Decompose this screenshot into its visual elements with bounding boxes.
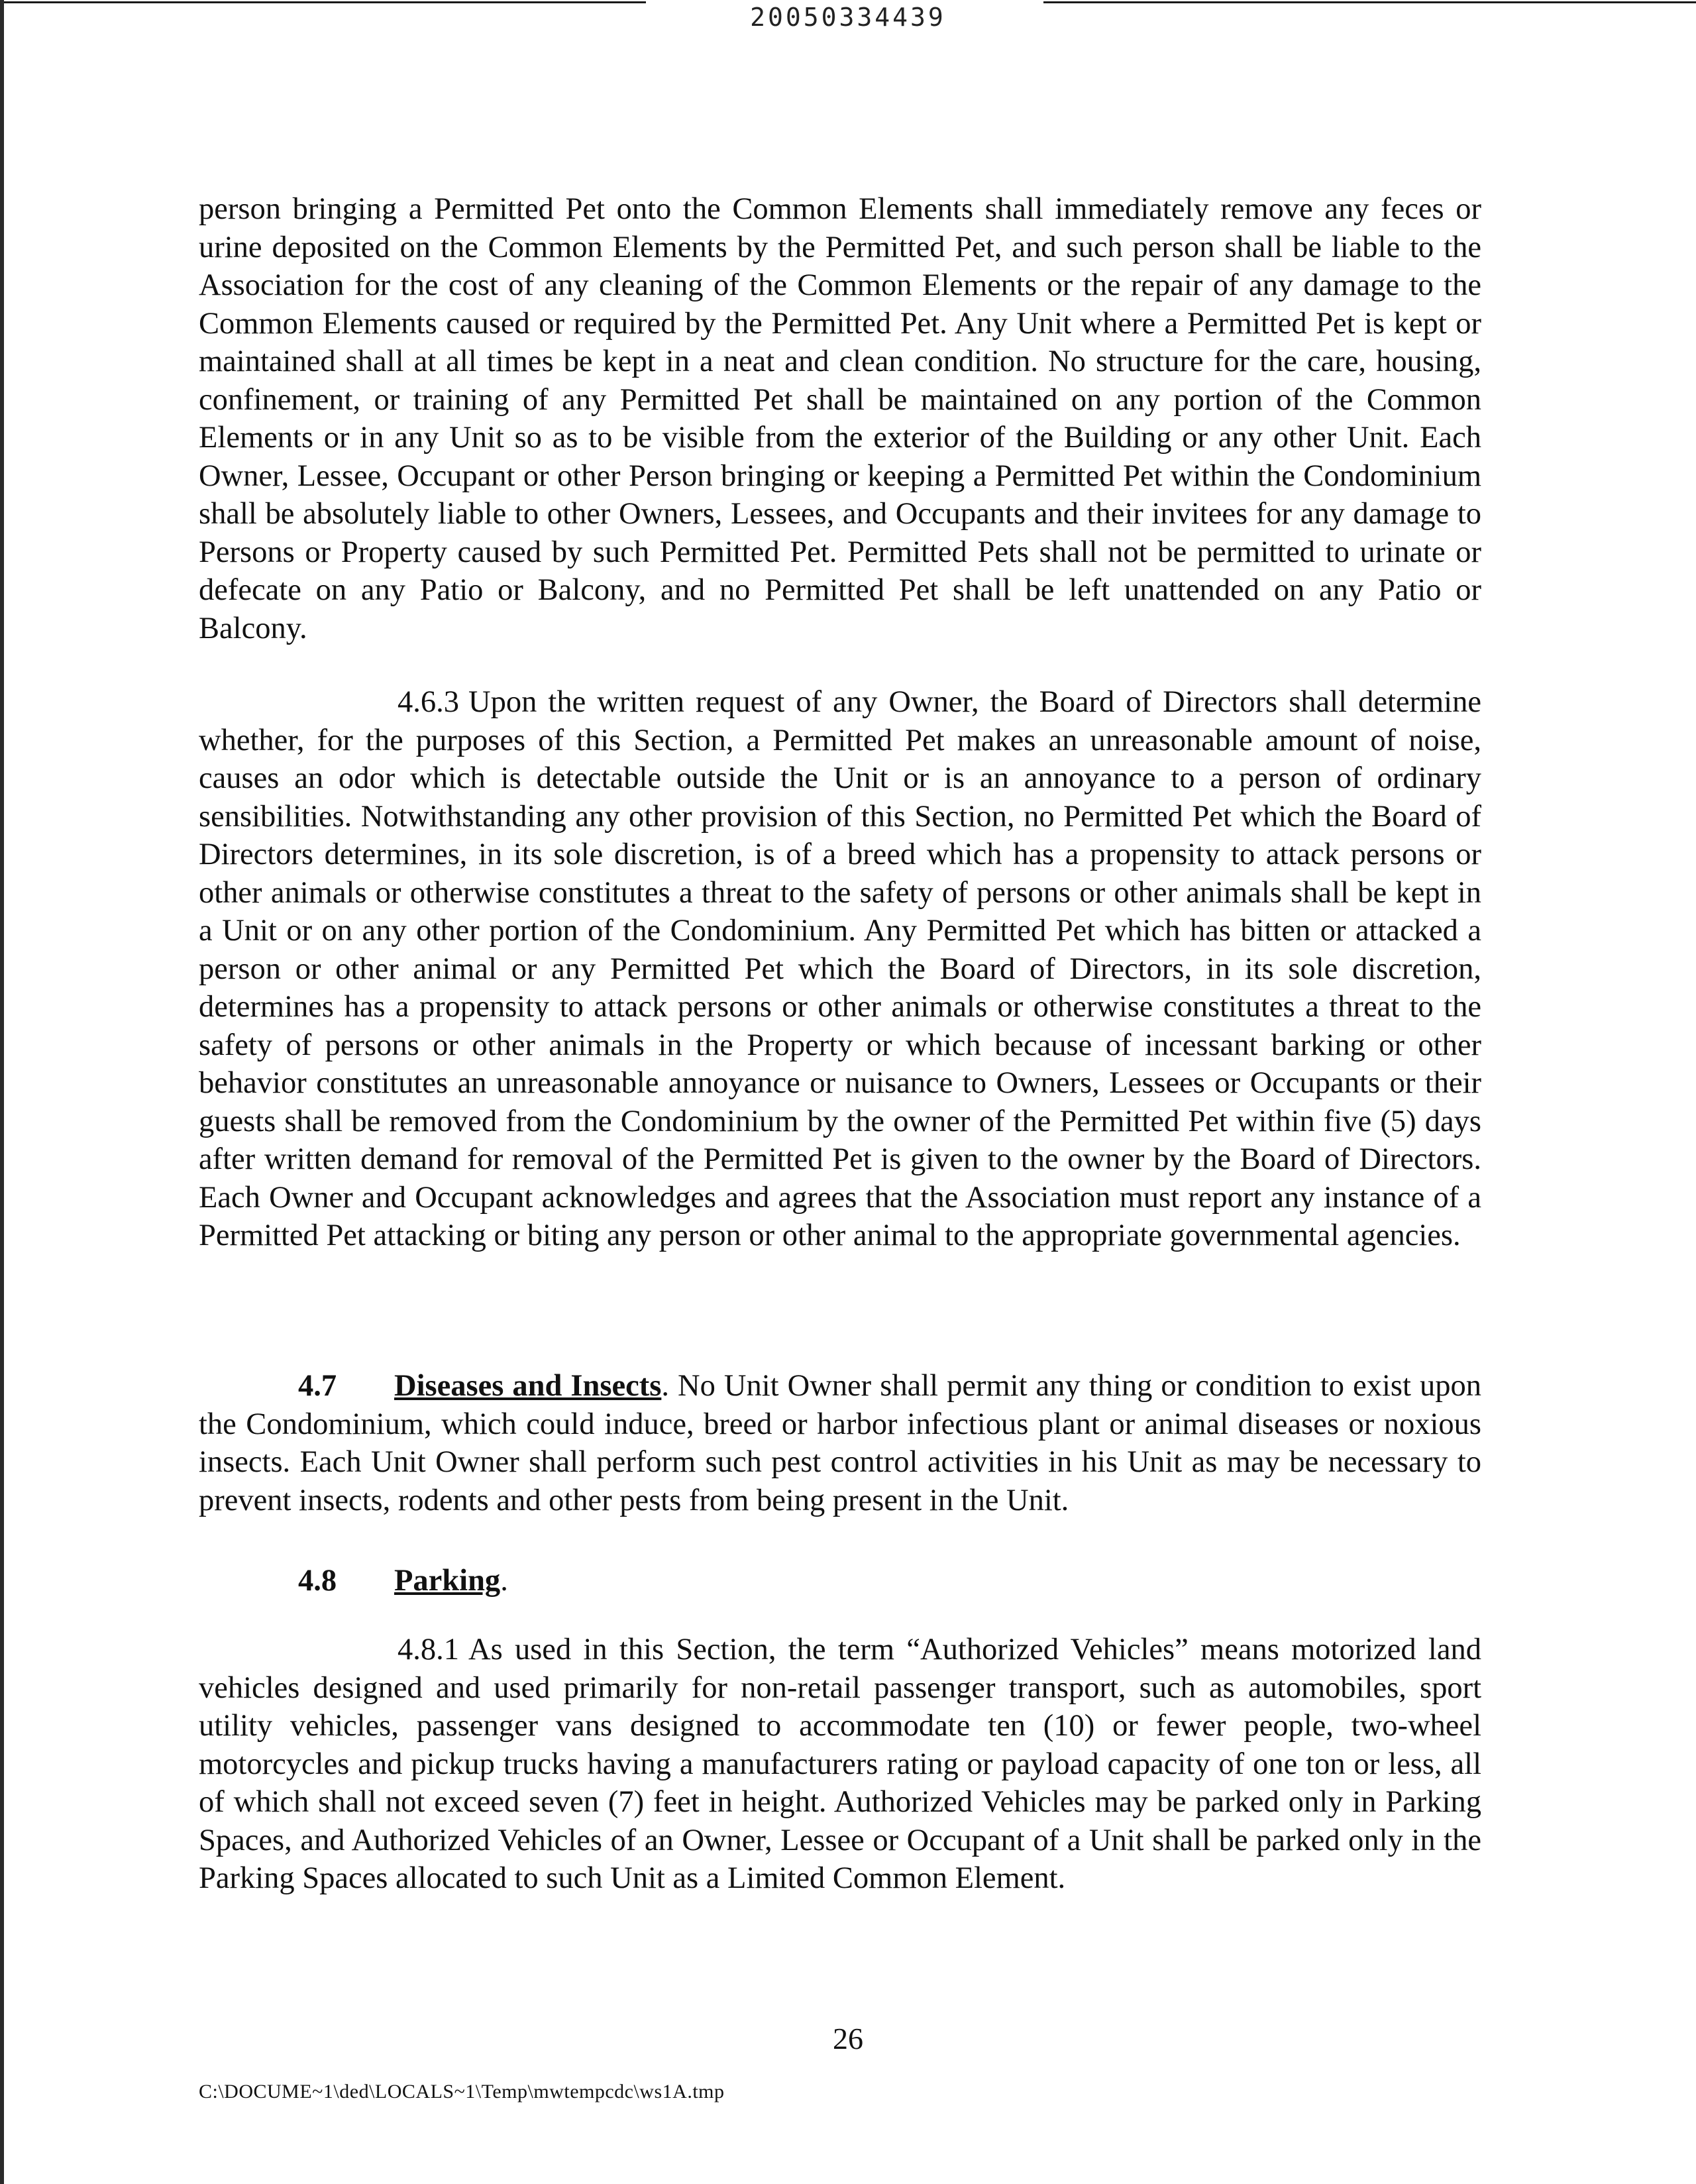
section-4-8-title: Parking bbox=[394, 1564, 501, 1598]
section-4-8-1-text: As used in this Section, the term “Authorized Vehicles” means motorized land vehicles designed and used primarily for non-retail passenger transport, such as automobiles, sport utility vehicles, passenger vans designed to accommodate ten (10) or fewer people, two-wheel motorcycles and pickup trucks having a manufacturers rating or payload capacity of one ton or less, all of which shall not exceed seven (7) feet in height. Authorized Vehicles may be parked only in Parking Spaces, and Authorized Vehicles of an Owner, Lessee or Occupant of a Unit shall be parked only in the Parking Spaces allocated to such Unit as a Limited Common Element. bbox=[199, 1633, 1481, 1895]
section-4-6-3-text: Upon the written request of any Owner, the Board of Directors shall determine whether, for the purposes of this Section, a Permitted Pet makes an unreasonable amount of noise, causes an odor which is detectable outside the Unit or is an annoyance to a person of ordinary sensibilities. Notwithstanding any other provision of this Section, no Permitted Pet which the Board of Directors determines, in its sole discretion, is of a breed which has a propensity to attack persons or other animals or otherwise constitutes a threat to the safety of persons or other animals shall be kept in a Unit or on any other portion of the Condominium. Any Permitted Pet which has bitten or attacked a person or other animal or any Permitted Pet which the Board of Directors, in its sole discretion, determines has a propensity to attack persons or other animals or otherwise constitutes a threat to the safety of persons or other animals in the Property or which because of incessant barking or other behavior constitutes an unreasonable annoyance or nuisance to Owners, Lessees or Occupants or their guests shall be removed from the Condominium by the owner of the Permitted Pet within five (5) days after written demand for removal of the Permitted Pet is given to the owner by the Board of Directors. Each Owner and Occupant acknowledges and agrees that the Association must report any instance of a Permitted Pet attacking or biting any person or other animal to the appropriate governmental agencies. bbox=[199, 685, 1481, 1252]
section-4-6-3 bbox=[199, 683, 1481, 1255]
section-4-6-3-number: 4.6.3 bbox=[398, 685, 459, 719]
section-4-7-number: 4.7 bbox=[298, 1369, 337, 1403]
section-4-7-title-punct: . bbox=[661, 1369, 669, 1403]
section-4-7-text: No Unit Owner shall permit any thing or condition to exist upon the Condominium, which could induce, breed or harbor infectious plant or animal diseases or noxious insects. Each Unit Owner shall perform such pest control activities in his Unit as may be necessary to prevent insects, rodents and other pests from being present in the Unit. bbox=[199, 1369, 1482, 1517]
section-4-7-title: Diseases and Insects bbox=[394, 1369, 662, 1403]
section-4-8-number: 4.8 bbox=[298, 1564, 337, 1598]
section-4-7 bbox=[199, 1367, 1481, 1519]
section-4-8-1-number: 4.8.1 bbox=[398, 1633, 459, 1666]
footer-file-path: C:\DOCUME~1\ded\LOCALS~1\Temp\mwtempcdc\ws1A.tmp bbox=[199, 2081, 725, 2102]
scan-edge-left bbox=[0, 0, 4, 2184]
section-4-8 bbox=[199, 1562, 1481, 1600]
page-number: 26 bbox=[833, 2022, 863, 2055]
paragraph-pets-continued: person bringing a Permitted Pet onto the Common Elements shall immediately remove any feces or urine deposited on the Common Elements by the Permitted Pet, and such person shall be liable to the Association for the cost of any cleaning of the Common Elements or the repair of any damage to the Common Elements caused or required by the Permitted Pet. Any Unit where a Permitted Pet is kept or maintained shall at all times be kept in a neat and clean condition. No structure for the care, housing, confinement, or training of any Permitted Pet shall be maintained on any portion of the Common Elements or in any Unit so as to be visible from the exterior of the Building or any other Unit. Each Owner, Lessee, Occupant or other Person bringing or keeping a Permitted Pet within the Condominium shall be absolutely liable to other Owners, Lessees, and Occupants and their invitees for any damage to Persons or Property caused by such Permitted Pet. Permitted Pets shall not be permitted to urinate or defecate on any Patio or Balcony, and no Permitted Pet shall be left unattended on any Patio or Balcony. bbox=[199, 192, 1481, 645]
section-4-8-1 bbox=[199, 1631, 1481, 1898]
document-number: 20050334439 bbox=[750, 3, 946, 32]
section-4-8-title-punct: . bbox=[500, 1564, 508, 1598]
